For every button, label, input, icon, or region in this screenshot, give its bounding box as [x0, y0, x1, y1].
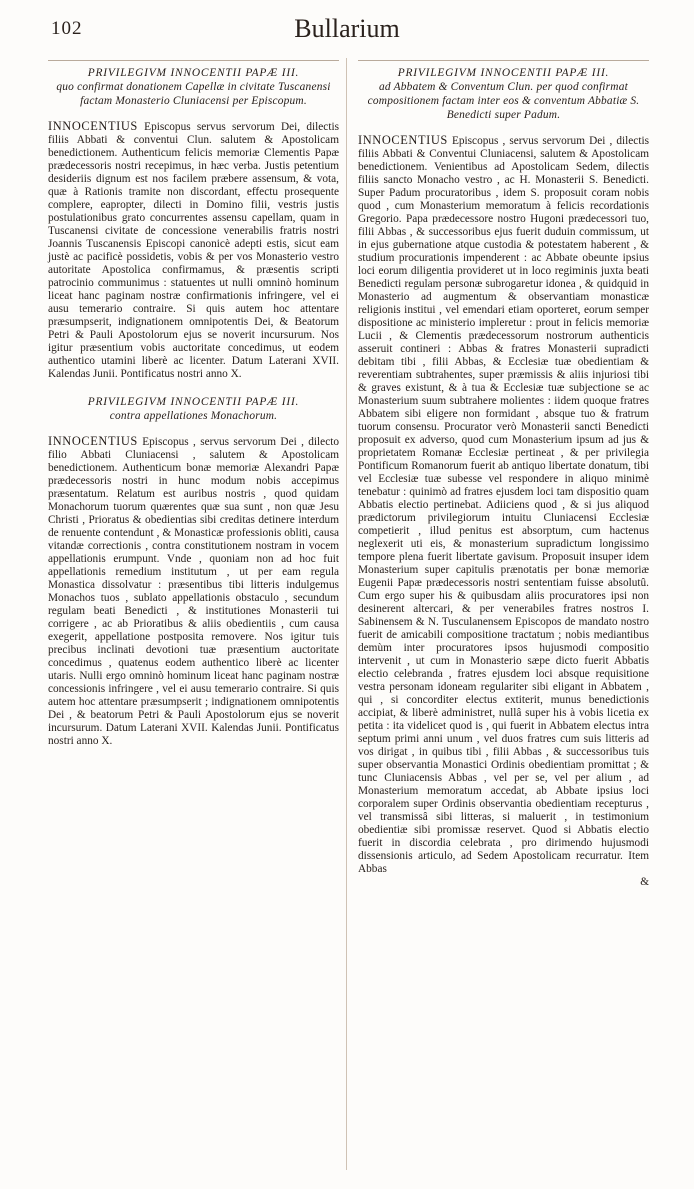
- left-section-1-heading: [48, 66, 339, 108]
- right-section-1-lead: INNOCENTIUS: [358, 133, 448, 147]
- column-divider: [346, 58, 347, 1170]
- left-section-1-lead: INNOCENTIUS: [48, 119, 138, 133]
- left-section-1-heading-line1: PRIVILEGIVM INNOCENTII PAPÆ III.: [87, 67, 300, 79]
- left-section-1-heading-line2: quo confirmat donationem Capellæ in civitate Tuscanensi factam Monasterio Cluniacensi per Episcopum.: [56, 81, 331, 107]
- left-column: [48, 66, 339, 748]
- catchword: &: [640, 876, 649, 888]
- page-header: [45, 14, 649, 48]
- right-section-1-heading-line1: PRIVILEGIVM INNOCENTII PAPÆ III.: [397, 67, 610, 79]
- folio-number: 102: [51, 18, 83, 39]
- right-column: [358, 66, 649, 889]
- column-rule-right: [358, 60, 649, 61]
- right-section-1-text: Episcopus , servus servorum Dei , dilectis filiis Abbati & Conventui Cluniacensi, salutem & Apostolicam benedictionem. Venientibus ad Apostolicam Sedem, dilectis filiis sancto Monacho vestro , ac H. Monasterii S. Benedicti. Super Padum procuratoribus , idem S. proposuit coram nobis quod , cum Monasterium memoratum à felicis recordationis Gregorio. Papa prædecessore nostro Hugoni prædecessori tuo, filii Abbas , & successoribus ejus fuerit duduin commissum, ut in ejus gubernatione atque custodia & potestatem haberent , & studium procurationis impenderent : ac Abbate obeunte ipsius loci eorum diligentia provideret ut in loco regiminis juxta beati Benedicti regulam personæ subrogaretur idonea , & quidquid in Monasterio ad augmentum & observantiam monasticæ religionis institui , vel emendari etiam oporteret, eorum semper dispositione ac ministerio impleretur : prout in felicis memoriæ Lucii , & Clementis prædecessorum nostrorum authenticis asseruit contineri : Abbas & fratres Monasterii supradicti debitam tibi , filii Abbas, & Ecclesiæ tuæ obedientiam & reverentiam subtrahentes, super præmissis & aliis injuriosi tibi & graves existunt, & à tua & Ecclesiæ tuæ subjectione se ac Monasterium suum subtrahere molientes : iidem quoque fratres Abbatem sibi eligere non formidant , absque tuo & fratrum tuorum consensu. Procurator verò Monasterii sancti Benedicti proposuit ex adverso, quod cum Monasterium ipsum ad jus & proprietatem Romanæ Ecclesiæ pertineat , & per privilegia Pontificum Romanorum fuerit ab antiquo libertate donatum, tibi vel Ecclesiæ tuæ subesse vel respondere in aliquo minimè tenebatur : quinimò ad fratres ejusdem loci tam dispositio quam Abbatis electio pertinebat. Adiiciens quod , & si jus aliquod prædictorum privilegiorum intuitu Cluniacensi Ecclesiæ competierit , illud penitus est absorptum, cum hactenus neglexerit uti eis, & monasterium supradictum longissimo tempore plena fuerit libertate gavisum. Proposuit insuper idem Monasterium super capitulis prænotatis per bonæ memoriæ Eugenii Papæ prædecessoris nostri sententiam fuisse absolutû. Cum ergo super his & quibusdam aliis procuratores ipsi non desinerent altercari, & per venerabiles fratres nostros I. Sabinensem & N. Tusculanensem Episcopos de mandato nostro fuerit de amicabili compositione tractatum ; nobis mediantibus demùm inter procuratores ipsos hujusmodi compositio intervenit , ut cum in Monasterio sæpe dicto fuerit Abbatis electio celebranda , fratres ejusdem loci absque requisitione vestra personam idoneam regulariter sibi eligant in Abbatem , qui , si concorditer electus extiterit, munus benedictionis accipiat, & liberè administret, nullâ super his à vobis licetia ex petita : ita videlicet quod is , qui fuerit in Abbatem electus intra septum primi anni unum , vel duos fratres cum suis litteris ad vos dirigat , in quibus tibi , filii Abbas , & successoribus tuis super observantia Monastici Ordinis obedientiam promittat ; & tunc Cluniacensis Abbas , vel per se, vel per alium , ad Monasterium memoratum accedat, ab Abbate ipsius loci corporalem super Ordinis observantia obedientiam recepturus , vel transmissâ sibi litteras, si maluerit , in testimonium obedientiæ sibi promissæ reservet. Quod si Abbatis electio fuerit in discordia celebrata , pro dirimendo hujusmodi dissensionis articulo, ad Sedem Apostolicam recurratur. Item Abbas: [358, 135, 649, 875]
- left-section-2-lead: INNOCENTIUS: [48, 434, 138, 448]
- left-section-2-text: Episcopus , servus servorum Dei , dilecto filio Abbati Cluniacensi , salutem & Apostolicam benedictionem. Authenticum bonæ memoriæ Alexandri Papæ prædecessoris nostri in hunc modum nobis accepimus præsentatum. Relatum est auribus nostris , quod quidam Monachorum tuorum quærentes quæ sua sunt , non quæ Jesu Christi , Prioratus & obedientias sibi creditas detinere interdum de renuente contendunt , & Monasticæ professionis obliti, causa vitandæ correctionis , contra constitutionem nostram in vocem appellationis erumpunt. Vnde , quoniam non ad hoc fuit appellationis remedium institutum , ut per eam regula Monastica dissolvatur : præsentibus tibi litteris indulgemus Monachos tuos , sublato appellationis obstaculo , secundum regulam beati Benedicti , & institutiones Monasterii tui corrigere , ac ab Prioratibus & aliis obedientiis , cum causa exegerit, appellatione postposita removere. Nos igitur tuis precibus inclinati devotioni tuæ præsentium auctoritate concedimus , quatenus eodem authentico liberè ac licenter utaris. Nulli ergo omninò hominum liceat hanc paginam nostræ concessionis infringere , vel ei ausu temerario contraire. Si quis autem hoc attentare præsumpserit ; indignationem omnipotentis Dei , & beatorum Petri & Pauli Apostolorum ejus se noverit incursurum. Datum Laterani XVII. Kalendas Junii. Pontificatus nostri anno X.: [48, 436, 340, 747]
- left-section-1-text: Episcopus servus servorum Dei, dilectis filiis Abbati & conventui Clun. salutem & Apostolicam benedictionem. Authenticum felicis memoriæ Clementis Papæ prædecessoris nostri recepimus, in hæc verba. Justis petentium desideriis dignum est nos facilem præbere assensum, & vota, quæ à Rationis tramite non discordant, effectu prosequente complere, eapropter, dilecti in Domino filii, vestris justis postulationibus grato concurrentes assensu capellam, quam in Tuscanensi civitate de concessione venerabilis fratris nostri Joannis Tuscanensis Episcopi canonicè adepti estis, sicut eam justè ac pacificè possidetis, vobis & per vos Monasterio vestro autoritate Apostolica confirmamus, & præsentis scripti patrocinio communimus : statuentes ut nulli omninò hominum liceat hanc paginam nostræ confirmationis infringere, vel ei ausu temerario contraire. Si quis autem hoc attentare præsumpserit, indignationem omnipotentis Dei, & Beatorum Petri & Pauli Apostolorum ejus se noverit incursurum. Nos igitur præsentium vobis auctoritate concedimus, ut eodem authentico utamini liberè ac licenter. Datum Laterani XVII. Kalendas Junii. Pontificatus nostri anno X.: [48, 121, 339, 380]
- right-section-1-heading: [358, 66, 649, 122]
- left-section-2-heading-line1: PRIVILEGIVM INNOCENTII PAPÆ III.: [87, 396, 300, 408]
- left-section-1-body: [48, 120, 339, 381]
- column-rule-left: [48, 60, 339, 61]
- right-section-1-body: [358, 134, 649, 876]
- left-section-2-heading: [48, 395, 339, 423]
- running-head-title: Bullarium: [294, 14, 400, 43]
- right-section-1-heading-line2: ad Abbatem & Conventum Clun. per quod confirmat compositionem factam inter eos & conventum Abbatiæ S. Benedicti super Padum.: [367, 81, 640, 121]
- left-section-2-body: [48, 435, 339, 748]
- left-section-2-heading-line2: contra appellationes Monachorum.: [109, 410, 278, 422]
